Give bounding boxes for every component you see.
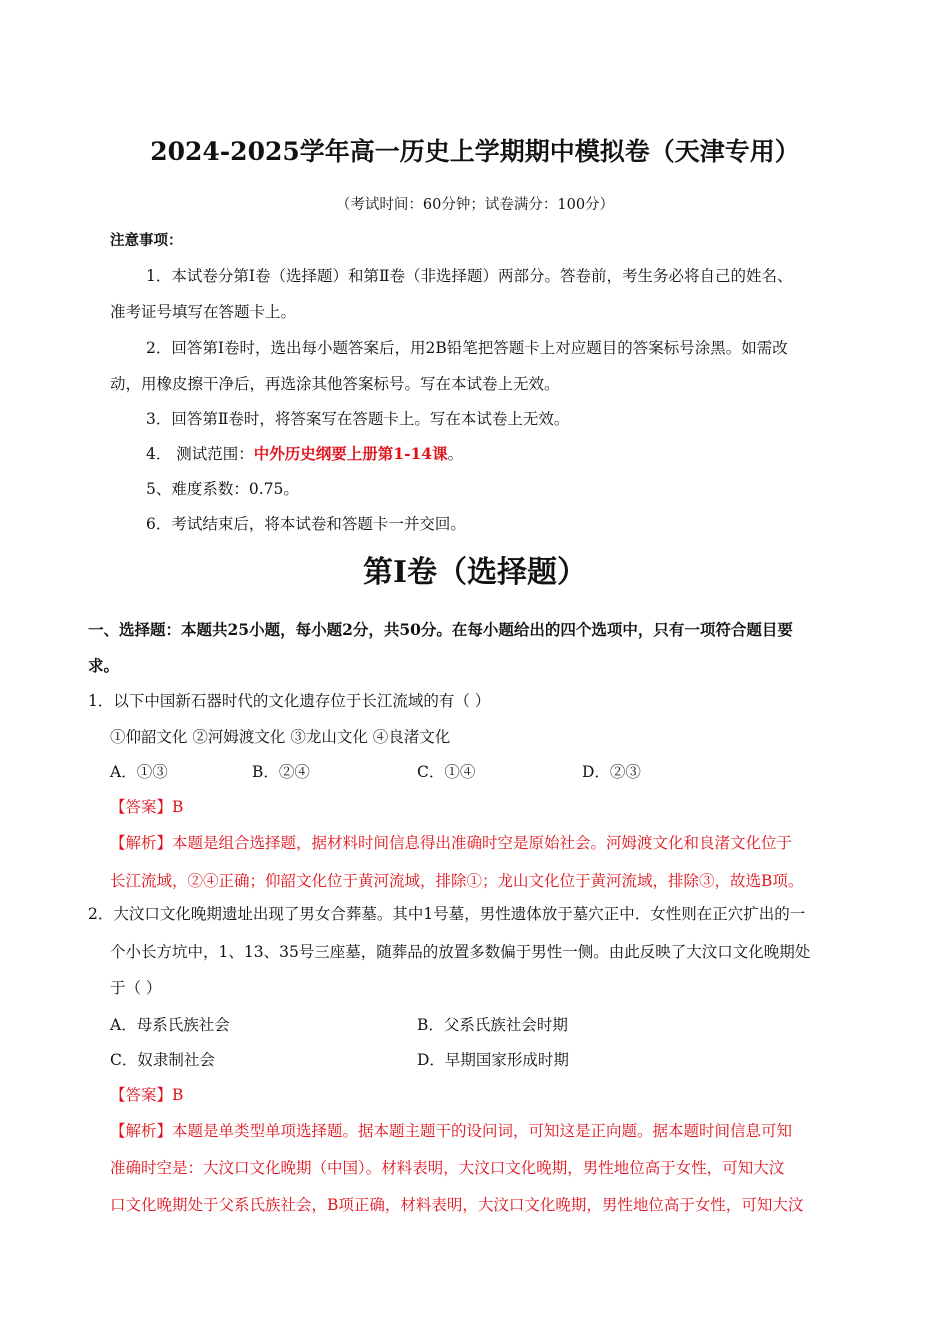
question-1-material: ①仰韶文化 ②河姆渡文化 ③龙山文化 ④良渚文化 bbox=[110, 728, 451, 746]
question-1-option-b: B．②④ bbox=[252, 763, 310, 781]
question-2-stem-line-1: 2．大汶口文化晚期遗址出现了男女合葬墓。其中1号墓，男性遗体放于墓穴正中．女性则在正穴扩出的一 bbox=[88, 905, 806, 923]
notice-item-4-suffix: 。 bbox=[447, 445, 464, 463]
question-1-option-a: A．①③ bbox=[110, 763, 168, 781]
notice-item-5: 5、难度系数：0.75。 bbox=[146, 480, 299, 498]
question-2-option-a: A．母系氏族社会 bbox=[110, 1016, 230, 1034]
question-2-option-b: B．父系氏族社会时期 bbox=[417, 1016, 568, 1034]
notice-item-4 bbox=[146, 444, 463, 464]
notice-item-6: 6．考试结束后，将本试卷和答题卡一并交回。 bbox=[146, 515, 466, 533]
question-2-option-d: D．早期国家形成时期 bbox=[417, 1051, 569, 1069]
question-2-stem-line-2: 个小长方坑中，1、13、35号三座墓，随葬品的放置多数偏于男性一侧。由此反映了大汶口文化晚期处 bbox=[110, 943, 811, 961]
exam-title: 2024-2025学年高一历史上学期期中模拟卷（天津专用） bbox=[150, 137, 800, 166]
question-1-stem: 1．以下中国新石器时代的文化遗存位于长江流域的有（ ） bbox=[88, 692, 491, 710]
question-2-stem-line-3: 于（ ） bbox=[110, 979, 162, 997]
question-2-analysis-line-3: 口文化晚期处于父系氏族社会，B项正确，材料表明，大汶口文化晚期，男性地位高于女性，可知大汶 bbox=[110, 1196, 804, 1214]
question-2-analysis-line-2: 准确时空是：大汶口文化晚期（中国）。材料表明，大汶口文化晚期，男性地位高于女性，可知大汶 bbox=[110, 1159, 785, 1177]
question-1-option-d: D．②③ bbox=[582, 763, 641, 781]
exam-time-info: （考试时间：60分钟；试卷满分：100分） bbox=[335, 197, 615, 213]
section-instruction-line-2: 求。 bbox=[88, 656, 120, 675]
notice-item-2-line-1: 2．回答第Ⅰ卷时，选出每小题答案后，用2B铅笔把答题卡上对应题目的答案标号涂黑。如需改 bbox=[146, 339, 788, 357]
test-range: 中外历史纲要上册第1-14课 bbox=[253, 444, 448, 463]
question-2-analysis-line-1: 【解析】本题是单类型单项选择题。据本题主题干的设问词，可知这是正向题。据本题时间信息可知 bbox=[110, 1122, 793, 1140]
notice-item-1-line-2: 准考证号填写在答题卡上。 bbox=[110, 303, 297, 321]
section-title: 第Ⅰ卷（选择题） bbox=[362, 555, 588, 590]
question-1-analysis-line-2: 长江流域，②④正确；仰韶文化位于黄河流域，排除①；龙山文化位于黄河流域，排除③，故选B项。 bbox=[110, 872, 804, 890]
question-1-option-c: C．①④ bbox=[417, 763, 476, 781]
notice-item-1-line-1: 1．本试卷分第Ⅰ卷（选择题）和第Ⅱ卷（非选择题）两部分。答卷前，考生务必将自己的姓名、 bbox=[146, 267, 793, 285]
question-2-option-c: C．奴隶制社会 bbox=[110, 1051, 215, 1069]
question-1-answer: 【答案】B bbox=[110, 798, 184, 816]
notice-heading: 注意事项： bbox=[110, 232, 183, 249]
notice-item-4-prefix: 4． 测试范围： bbox=[146, 445, 254, 463]
notice-item-3: 3．回答第Ⅱ卷时，将答案写在答题卡上。写在本试卷上无效。 bbox=[146, 410, 570, 428]
section-instruction-line-1: 一、选择题：本题共25小题，每小题2分，共50分。在每小题给出的四个选项中，只有一项符合题目要 bbox=[88, 620, 793, 639]
notice-item-2-line-2: 动，用橡皮擦干净后，再选涂其他答案标号。写在本试卷上无效。 bbox=[110, 375, 560, 393]
question-2-answer: 【答案】B bbox=[110, 1086, 184, 1104]
question-1-analysis-line-1: 【解析】本题是组合选择题，据材料时间信息得出准确时空是原始社会。河姆渡文化和良渚文化位于 bbox=[110, 834, 793, 852]
